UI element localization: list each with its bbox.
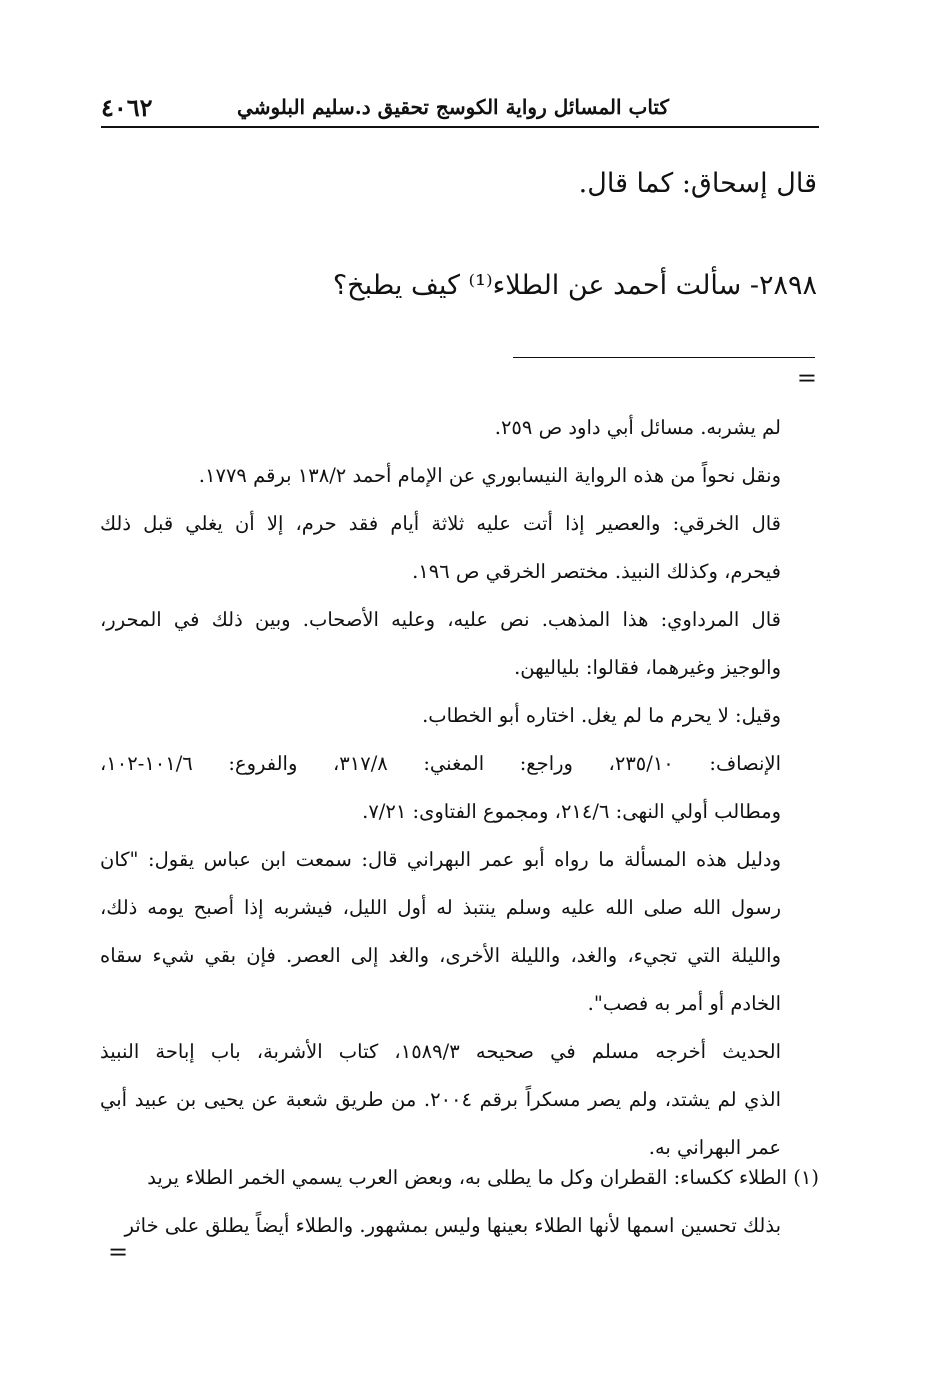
footnote-line: والوجيز وغيرهما، فقالوا: بلياليهن. xyxy=(514,656,781,679)
footnote-1-line-1: (١) الطلاء ككساء: القطران وكل ما يطلى به، وبعض العرب يسمي الخمر الطلاء يريد xyxy=(147,1166,819,1189)
footnote-line: قال الخرقي: والعصير إذا أتت عليه ثلاثة أيام فقد حرم، إلا أن يغلي قبل ذلك xyxy=(100,512,781,535)
footnote-line: الإنصاف: ٢٣٥/١٠، وراجع: المغني: ٣١٧/٨، والفروع: ١٠١/٦-١٠٢، xyxy=(100,752,781,775)
footnote-separator xyxy=(513,357,815,358)
main-text-line-2: ٢٨٩٨- سألت أحمد عن الطلاء⁽¹⁾ كيف يطبخ؟ xyxy=(332,270,817,301)
footnote-line: الحديث أخرجه مسلم في صحيحه ١٥٨٩/٣، كتاب الأشربة، باب إباحة النبيذ xyxy=(100,1040,781,1063)
footnote-line: عمر البهراني به. xyxy=(648,1136,781,1159)
footnote-line: وقيل: لا يحرم ما لم يغل. اختاره أبو الخطاب. xyxy=(422,704,781,727)
footnote-line: ودليل هذه المسألة ما رواه أبو عمر البهراني قال: سمعت ابن عباس يقول: "كان xyxy=(100,848,781,871)
footnote-1-line-2: بذلك تحسين اسمها لأنها الطلاء بعينها وليس بمشهور. والطلاء أيضاً يطلق على خاثر xyxy=(124,1214,781,1237)
footnote-line: ومطالب أولي النهى: ٢١٤/٦، ومجموع الفتاوى: ٧/٢١. xyxy=(362,800,781,823)
footnote-line: فيحرم، وكذلك النبيذ. مختصر الخرقي ص ١٩٦. xyxy=(412,560,781,583)
footnote-1 xyxy=(100,1154,819,1250)
continuation-mark-bottom: = xyxy=(108,1238,129,1266)
book-title: كتاب المسائل رواية الكوسج تحقيق د.سليم البلوشي xyxy=(237,95,669,119)
footnote-line: والليلة التي تجيء، والغد، والليلة الأخرى، والغد إلى العصر. فإن بقي شيء سقاه xyxy=(100,944,781,967)
running-header xyxy=(101,88,819,128)
page-number: ٤٠٦٢ xyxy=(101,92,153,122)
footnote-line: الخادم أو أمر به فصب". xyxy=(587,992,781,1015)
main-text-line-1: قال إسحاق: كما قال. xyxy=(578,168,817,199)
continuation-mark-top: = xyxy=(796,364,817,392)
footnote-line: رسول الله صلى الله عليه وسلم ينتبذ له أول الليل، فيشربه إذا أصبح يومه ذلك، xyxy=(100,896,781,919)
footnote-continuation xyxy=(100,404,781,1172)
footnote-line: لم يشربه. مسائل أبي داود ص ٢٥٩. xyxy=(494,416,781,439)
footnote-line: ونقل نحواً من هذه الرواية النيسابوري عن الإمام أحمد ١٣٨/٢ برقم ١٧٧٩. xyxy=(198,464,781,487)
footnote-line: قال المرداوي: هذا المذهب. نص عليه، وعليه الأصحاب. وبين ذلك في المحرر، xyxy=(100,608,781,631)
footnote-line: الذي لم يشتد، ولم يصر مسكراً برقم ٢٠٠٤. من طريق شعبة عن يحيى بن عبيد أبي xyxy=(100,1088,781,1111)
